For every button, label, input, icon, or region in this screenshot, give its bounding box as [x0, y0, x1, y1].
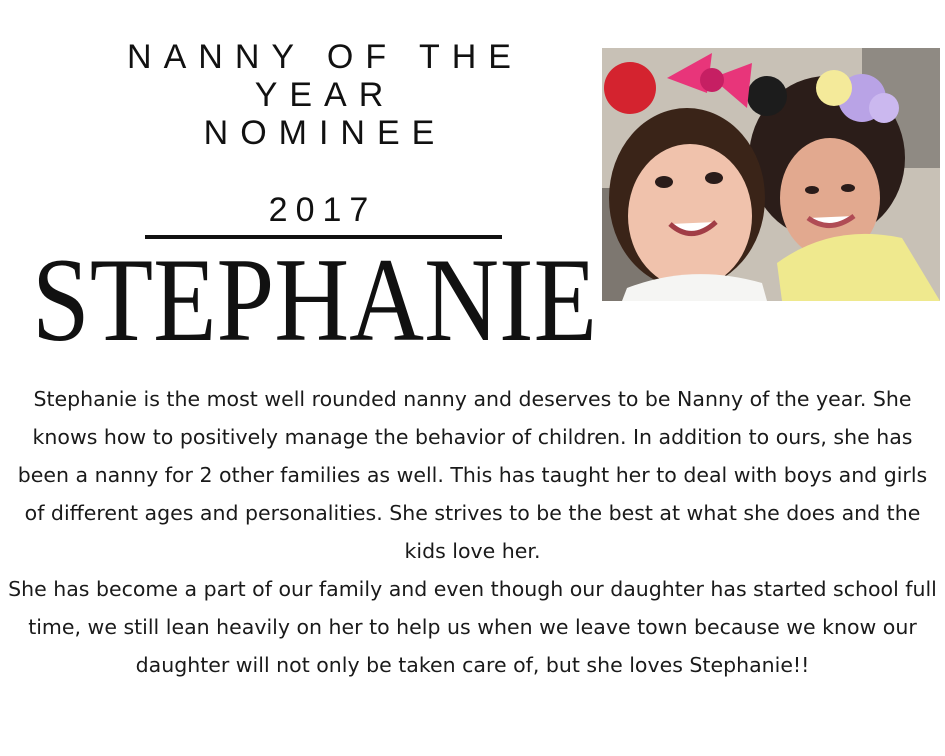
photo-illustration	[602, 48, 940, 301]
nominee-name	[32, 233, 602, 366]
heading-line-2: YEAR	[254, 76, 396, 114]
award-year: 2017	[268, 191, 377, 229]
nomination-text	[8, 380, 937, 684]
heading-line-3: NOMINEE	[203, 114, 447, 152]
nominee-photo	[602, 48, 940, 301]
nomination-paragraph-2: She has become a part of our family and even though our daughter has started school full time, we still lean heavily on her to help us when we leave town because we know our daughter will not only be taken care of, but she loves Stephanie!!	[8, 577, 937, 677]
nomination-paragraph-1: Stephanie is the most well rounded nanny and deserves to be Nanny of the year. She knows how to positively manage the behavior of children. In addition to ours, she has been a nanny for 2 other families as well. This has taught her to deal with boys and girls of different ages and personalities. She strives to be the best at what she does and the kids love her.	[17, 387, 928, 563]
nominee-name-text: STEPHANIE	[32, 233, 597, 366]
award-heading	[60, 38, 590, 152]
heading-line-1: NANNY OF THE	[127, 38, 523, 76]
